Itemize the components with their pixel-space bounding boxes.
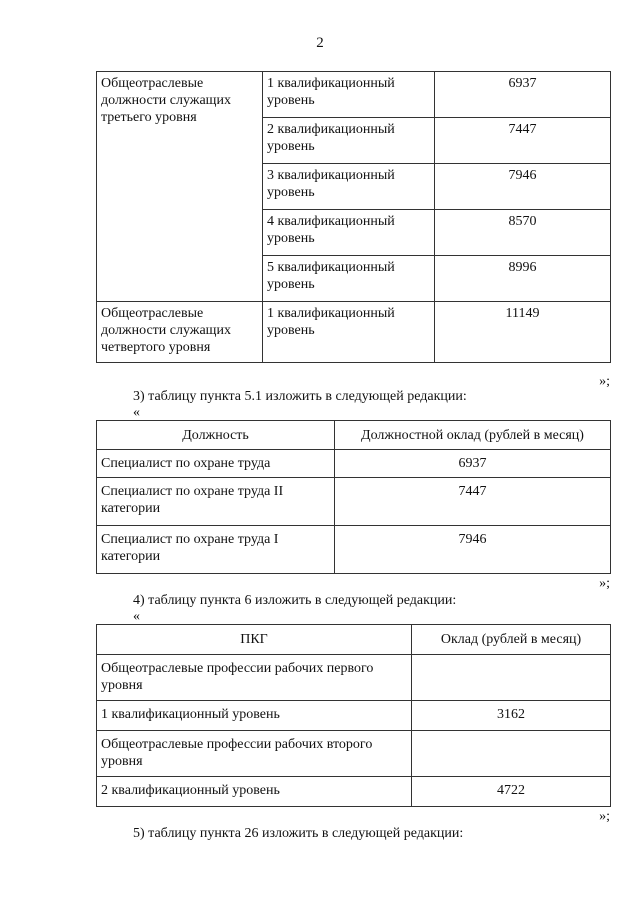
column-header: ПКГ <box>97 625 412 655</box>
salary-cell: 7447 <box>335 478 611 526</box>
position-cell: Специалист по охране труда I категории <box>97 526 335 574</box>
level-cell: 2 квалификационный уровень <box>263 118 435 164</box>
salary-cell: 8570 <box>435 210 611 256</box>
salary-cell: 7447 <box>435 118 611 164</box>
salary-cell: 3162 <box>412 701 611 731</box>
group-name-cell: Общеотраслевые должности служащих третьего уровня <box>97 72 263 302</box>
table-row <box>97 777 611 807</box>
salary-cell: 7946 <box>435 164 611 210</box>
group-name-cell: Общеотраслевые профессии рабочих второго уровня <box>97 731 412 777</box>
table-row <box>97 302 611 363</box>
salary-cell <box>412 731 611 777</box>
salary-cell: 7946 <box>335 526 611 574</box>
salary-cell: 11149 <box>435 302 611 363</box>
column-header: Должность <box>97 421 335 450</box>
salary-cell <box>412 655 611 701</box>
salary-cell: 8996 <box>435 256 611 302</box>
column-header: Оклад (рублей в месяц) <box>412 625 611 655</box>
item-4-text: 4) таблицу пункта 6 изложить в следующей редакции: <box>133 593 457 608</box>
salary-cell: 6937 <box>435 72 611 118</box>
position-cell: Специалист по охране труда <box>97 450 335 478</box>
occupational-safety-table <box>96 420 611 574</box>
item-3-text: 3) таблицу пункта 5.1 изложить в следующей редакции: <box>133 389 467 404</box>
table-row <box>97 72 611 118</box>
item-5-text: 5) таблицу пункта 26 изложить в следующей редакции: <box>133 826 464 841</box>
level-cell: 4 квалификационный уровень <box>263 210 435 256</box>
column-header: Должностной оклад (рублей в месяц) <box>335 421 611 450</box>
closing-quote: »; <box>599 809 610 824</box>
level-cell: 3 квалификационный уровень <box>263 164 435 210</box>
workers-salary-table <box>96 624 611 807</box>
level-cell: 1 квалификационный уровень <box>97 701 412 731</box>
level-cell: 5 квалификационный уровень <box>263 256 435 302</box>
open-quote: « <box>133 609 140 624</box>
group-name-cell: Общеотраслевые должности служащих четвертого уровня <box>97 302 263 363</box>
salary-cell: 4722 <box>412 777 611 807</box>
salary-table-levels <box>96 71 611 363</box>
level-cell: 1 квалификационный уровень <box>263 72 435 118</box>
table-row <box>97 731 611 777</box>
closing-quote: »; <box>599 576 610 591</box>
open-quote: « <box>133 405 140 420</box>
closing-quote: »; <box>599 374 610 389</box>
group-name-cell: Общеотраслевые профессии рабочих первого уровня <box>97 655 412 701</box>
table-row <box>97 655 611 701</box>
position-cell: Специалист по охране труда II категории <box>97 478 335 526</box>
table-header-row <box>97 421 611 450</box>
page-number: 2 <box>316 35 324 51</box>
table-row <box>97 701 611 731</box>
level-cell: 1 квалификационный уровень <box>263 302 435 363</box>
table-row <box>97 478 611 526</box>
table-row <box>97 450 611 478</box>
table-row <box>97 526 611 574</box>
salary-cell: 6937 <box>335 450 611 478</box>
level-cell: 2 квалификационный уровень <box>97 777 412 807</box>
table-header-row <box>97 625 611 655</box>
